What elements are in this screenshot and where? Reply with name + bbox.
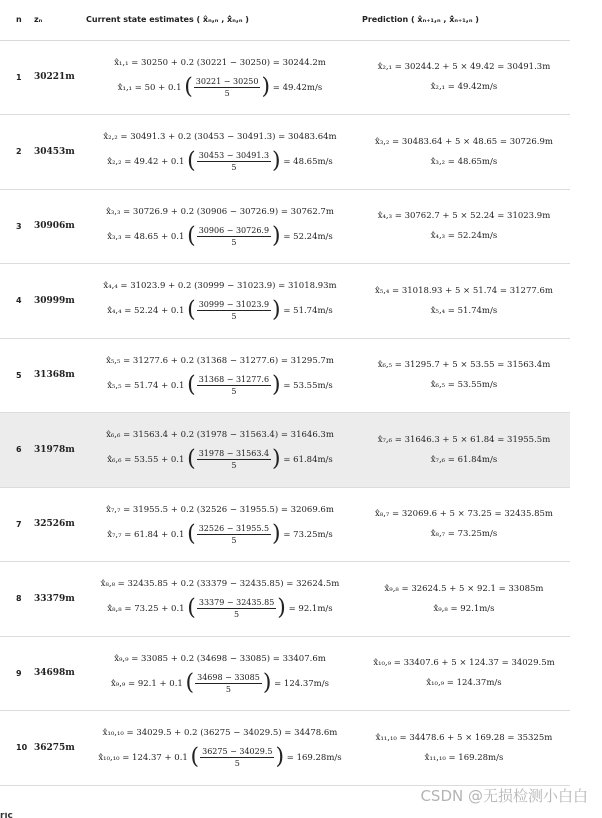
velocity-update-result: = 92.1m/s (288, 604, 333, 615)
row-measurement: 31368m (30, 338, 82, 413)
right-paren: ) (272, 148, 281, 174)
velocity-update-result: = 51.74m/s (283, 306, 333, 317)
fraction-numerator: 30999 − 31023.9 (198, 300, 270, 310)
row-measurement: 32526m (30, 487, 82, 562)
header-prediction: Prediction ( x̂ₙ₊₁,ₙ , x̂̇ₙ₊₁,ₙ ) (358, 0, 570, 40)
current-estimate-cell (82, 413, 358, 488)
right-paren: ) (261, 74, 271, 100)
prediction-cell (358, 636, 570, 711)
fraction (200, 746, 274, 769)
row-n: 2 (0, 115, 30, 190)
position-update-equation: x̂₉,₉ = 33085 + 0.2 (34698 − 33085) = 33407.6m (114, 653, 326, 664)
row-measurement: 30221m (30, 40, 82, 115)
prediction-cell (358, 487, 570, 562)
velocity-update-result: = 48.65m/s (283, 157, 333, 168)
right-paren: ) (272, 521, 281, 547)
table-header-row (0, 0, 570, 40)
velocity-prediction-equation: x̂̇₂,₁ = 49.42m/s (430, 82, 498, 93)
right-paren: ) (262, 670, 272, 696)
header-current-estimates: Current state estimates ( x̂ₙ,ₙ , x̂̇ₙ,ₙ ) (82, 0, 358, 40)
fraction (197, 150, 271, 173)
row-n: 10 (0, 711, 30, 786)
row-measurement: 30999m (30, 264, 82, 339)
fraction-denominator: 5 (231, 461, 237, 471)
row-measurement: 36275m (30, 711, 82, 786)
right-paren: ) (272, 372, 281, 398)
current-estimate-cell (82, 711, 358, 786)
current-estimate-cell (82, 264, 358, 339)
fraction-numerator: 30906 − 30726.9 (198, 225, 270, 235)
left-paren: ( (187, 148, 196, 174)
position-prediction-equation: x̂₈,₇ = 32069.6 + 5 × 73.25 = 32435.85m (375, 509, 553, 520)
current-estimate-cell (82, 40, 358, 115)
table-row (0, 40, 570, 115)
right-paren: ) (277, 595, 286, 621)
velocity-update-result: = 124.37m/s (274, 678, 329, 689)
velocity-update-prefix: x̂̇₇,₇ = 61.84 + 0.1 (107, 529, 185, 540)
position-prediction-equation: x̂₄,₃ = 30762.7 + 5 × 52.24 = 31023.9m (377, 211, 551, 222)
right-paren: ) (272, 446, 281, 472)
fraction (197, 374, 271, 397)
position-update-equation: x̂₂,₂ = 30491.3 + 0.2 (30453 − 30491.3) = 30483.64m (103, 132, 337, 143)
position-update-equation: x̂₈,₈ = 32435.85 + 0.2 (33379 − 32435.85) = 32624.5m (100, 579, 340, 590)
fraction (194, 76, 261, 99)
left-paren: ( (190, 744, 200, 770)
right-paren: ) (275, 744, 285, 770)
fraction (197, 299, 271, 322)
position-prediction-equation: x̂₂,₁ = 30244.2 + 5 × 49.42 = 30491.3m (377, 62, 551, 73)
row-n: 6 (0, 413, 30, 488)
prediction-cell (358, 115, 570, 190)
velocity-update-result: = 73.25m/s (283, 529, 333, 540)
fraction (197, 597, 276, 620)
fraction (195, 672, 262, 695)
velocity-update-result: = 169.28m/s (286, 753, 342, 764)
left-paren: ( (187, 372, 196, 398)
velocity-update-equation (86, 523, 354, 546)
row-n: 9 (0, 636, 30, 711)
left-paren: ( (187, 521, 196, 547)
velocity-update-equation (86, 746, 354, 769)
fraction (197, 448, 271, 471)
velocity-update-equation (86, 76, 354, 99)
fraction-numerator: 34698 − 33085 (197, 672, 260, 682)
prediction-cell (358, 413, 570, 488)
velocity-prediction-equation: x̂̇₁₁,₁₀ = 169.28m/s (424, 752, 504, 763)
row-measurement: 34698m (30, 636, 82, 711)
velocity-prediction-equation: x̂̇₇,₆ = 61.84m/s (430, 454, 498, 465)
velocity-prediction-equation: x̂̇₆,₅ = 53.55m/s (430, 380, 498, 391)
right-paren: ) (272, 223, 281, 249)
prediction-cell (358, 40, 570, 115)
velocity-update-prefix: x̂̇₆,₆ = 53.55 + 0.1 (107, 455, 185, 466)
position-update-equation: x̂₁,₁ = 30250 + 0.2 (30221 − 30250) = 30244.2m (114, 57, 326, 68)
fraction-denominator: 5 (231, 163, 237, 173)
velocity-update-equation (86, 597, 354, 620)
prediction-cell (358, 338, 570, 413)
velocity-update-equation (86, 150, 354, 173)
velocity-update-result: = 52.24m/s (283, 231, 333, 242)
row-measurement: 31978m (30, 413, 82, 488)
velocity-update-prefix: x̂̇₅,₅ = 51.74 + 0.1 (107, 380, 185, 391)
fraction-denominator: 5 (231, 237, 237, 247)
table-row (0, 413, 570, 488)
row-n: 7 (0, 487, 30, 562)
fraction-numerator: 31978 − 31563.4 (198, 449, 270, 459)
row-n: 3 (0, 189, 30, 264)
velocity-prediction-equation: x̂̇₅,₄ = 51.74m/s (430, 305, 498, 316)
table-row (0, 189, 570, 264)
fraction-denominator: 5 (231, 535, 237, 545)
velocity-update-equation (86, 448, 354, 471)
position-update-equation: x̂₅,₅ = 31277.6 + 0.2 (31368 − 31277.6) = 31295.7m (106, 355, 334, 366)
left-paren: ( (185, 670, 195, 696)
left-paren: ( (187, 446, 196, 472)
fraction-denominator: 5 (234, 759, 240, 769)
fraction-numerator: 30221 − 30250 (195, 76, 259, 86)
position-prediction-equation: x̂₆,₅ = 31295.7 + 5 × 53.55 = 31563.4m (377, 360, 551, 371)
header-n: n (0, 0, 30, 40)
row-measurement: 30453m (30, 115, 82, 190)
velocity-update-prefix: x̂̇₁,₁ = 50 + 0.1 (117, 82, 182, 93)
fraction-numerator: 31368 − 31277.6 (198, 374, 270, 384)
velocity-update-prefix: x̂̇₉,₉ = 92.1 + 0.1 (111, 678, 183, 689)
velocity-update-prefix: x̂̇₈,₈ = 73.25 + 0.1 (107, 604, 185, 615)
velocity-prediction-equation: x̂̇₃,₂ = 48.65m/s (430, 156, 498, 167)
velocity-update-prefix: x̂̇₂,₂ = 49.42 + 0.1 (107, 157, 185, 168)
row-measurement: 33379m (30, 562, 82, 637)
velocity-update-equation (86, 299, 354, 322)
row-n: 5 (0, 338, 30, 413)
table-row (0, 115, 570, 190)
fraction-numerator: 32526 − 31955.5 (198, 523, 270, 533)
fraction-denominator: 5 (231, 312, 237, 322)
velocity-update-result: = 61.84m/s (283, 455, 333, 466)
position-update-equation: x̂₇,₇ = 31955.5 + 0.2 (32526 − 31955.5) = 32069.6m (106, 504, 334, 515)
fraction-denominator: 5 (224, 88, 230, 98)
position-prediction-equation: x̂₅,₄ = 31018.93 + 5 × 51.74 = 31277.6m (375, 285, 553, 296)
position-prediction-equation: x̂₃,₂ = 30483.64 + 5 × 48.65 = 30726.9m (375, 136, 553, 147)
velocity-update-result: = 53.55m/s (283, 380, 333, 391)
row-n: 1 (0, 40, 30, 115)
row-measurement: 30906m (30, 189, 82, 264)
current-estimate-cell (82, 562, 358, 637)
position-update-equation: x̂₆,₆ = 31563.4 + 0.2 (31978 − 31563.4) = 31646.3m (106, 430, 334, 441)
fraction-numerator: 33379 − 32435.85 (198, 598, 275, 608)
watermark: CSDN @无损检测小白白 (420, 787, 588, 805)
velocity-update-equation (86, 672, 354, 695)
fraction (197, 523, 271, 546)
velocity-update-equation (86, 374, 354, 397)
current-estimate-cell (82, 115, 358, 190)
prediction-cell (358, 189, 570, 264)
footer-cut-text: ric (0, 812, 13, 818)
table-row (0, 338, 570, 413)
velocity-prediction-equation: x̂̇₉,₈ = 92.1m/s (433, 603, 495, 614)
current-estimate-cell (82, 636, 358, 711)
velocity-prediction-equation: x̂̇₄,₃ = 52.24m/s (430, 231, 498, 242)
left-paren: ( (187, 595, 196, 621)
fraction-numerator: 36275 − 34029.5 (202, 747, 273, 757)
current-estimate-cell (82, 338, 358, 413)
current-estimate-cell (82, 487, 358, 562)
velocity-prediction-equation: x̂̇₈,₇ = 73.25m/s (430, 529, 498, 540)
position-update-equation: x̂₁₀,₁₀ = 34029.5 + 0.2 (36275 − 34029.5) = 34478.6m (102, 728, 338, 739)
position-prediction-equation: x̂₁₁,₁₀ = 34478.6 + 5 × 169.28 = 35325m (375, 732, 553, 743)
velocity-update-equation (86, 225, 354, 248)
prediction-cell (358, 264, 570, 339)
velocity-prediction-equation: x̂̇₁₀,₉ = 124.37m/s (426, 678, 502, 689)
position-update-equation: x̂₃,₃ = 30726.9 + 0.2 (30906 − 30726.9) = 30762.7m (106, 206, 334, 217)
fraction-denominator: 5 (225, 684, 232, 694)
table-row (0, 264, 570, 339)
prediction-cell (358, 711, 570, 786)
position-prediction-equation: x̂₉,₈ = 32624.5 + 5 × 92.1 = 33085m (384, 583, 544, 594)
position-update-equation: x̂₄,₄ = 31023.9 + 0.2 (30999 − 31023.9) = 31018.93m (103, 281, 337, 292)
left-paren: ( (184, 74, 193, 100)
table-row (0, 711, 570, 786)
prediction-cell (358, 562, 570, 637)
right-paren: ) (272, 297, 281, 323)
position-prediction-equation: x̂₁₀,₉ = 33407.6 + 5 × 124.37 = 34029.5m (373, 658, 555, 669)
table-row (0, 636, 570, 711)
left-paren: ( (187, 297, 196, 323)
fraction-denominator: 5 (231, 386, 237, 396)
fraction-numerator: 30453 − 30491.3 (198, 151, 270, 161)
row-n: 8 (0, 562, 30, 637)
left-paren: ( (187, 223, 196, 249)
fraction (197, 225, 271, 248)
velocity-update-prefix: x̂̇₃,₃ = 48.65 + 0.1 (107, 231, 185, 242)
fraction-denominator: 5 (234, 610, 240, 620)
header-z: zₙ (30, 0, 82, 40)
velocity-update-prefix: x̂̇₁₀,₁₀ = 124.37 + 0.1 (98, 753, 188, 764)
velocity-update-prefix: x̂̇₄,₄ = 52.24 + 0.1 (107, 306, 185, 317)
row-n: 4 (0, 264, 30, 339)
velocity-update-result: = 49.42m/s (272, 82, 323, 93)
table-row (0, 562, 570, 637)
table-row (0, 487, 570, 562)
current-estimate-cell (82, 189, 358, 264)
position-prediction-equation: x̂₇,₆ = 31646.3 + 5 × 61.84 = 31955.5m (377, 434, 551, 445)
